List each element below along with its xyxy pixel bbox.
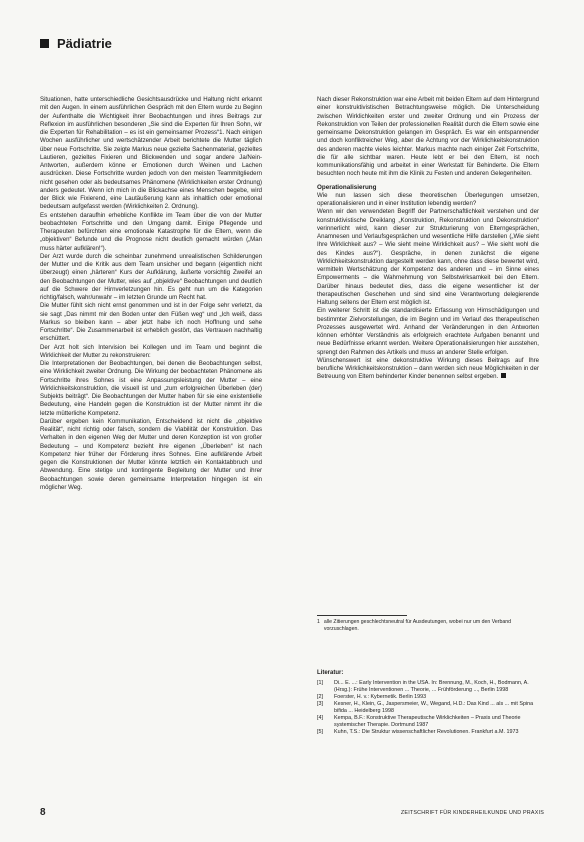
paragraph-text: Wünschenswert ist eine dekonstruktive Wirkung dieses Beitrags auf Ihre berufliche Wirklichkeitskonstruktion – dann werden sich neue Möglichkeiten in der Betreuung von Eltern behinderter Kinder benennen selbst ergeben. [317, 356, 539, 381]
literature-text: Kuhn, T.S.: Die Struktur wissenschaftlicher Revolutionen. Frankfurt a.M. 1973 [334, 729, 519, 735]
literature-item [317, 729, 539, 736]
right-column [317, 96, 539, 382]
left-column [40, 96, 262, 492]
literature-number: [2] [317, 694, 323, 700]
body-paragraph: Der Arzt holt sich Intervision bei Kollegen und im Team und beginnt die Wirklichkeit der Mutter zu rekonstruieren: [40, 343, 262, 359]
body-paragraph: Die Mutter fühlt sich nicht ernst genommen und ist in der Folge sehr verletzt, da sie sagt „Das nimmt mir den Boden unter den Füßen weg“ und „Ich weiß, dass Markus so bleiben kann – aber jetzt habe ich noch Hoffnung und sehe Fortschritte“. Die Zusammenarbeit ist erheblich gestört, das Vertrauen nachhaltig erschüttert. [40, 302, 262, 343]
end-of-article-icon [501, 373, 506, 378]
body-paragraph: Wie nun lassen sich diese theoretischen Überlegungen umsetzen, operationalisieren und in einer Institution lebendig werden? [317, 191, 539, 207]
literature-heading: Literatur: [317, 670, 344, 676]
page-number: 8 [40, 807, 46, 818]
section-header [40, 36, 112, 51]
literature-text: Kesner, H., Klein, G., Jaspersmeier, W., Wegand, H.D.: Das Kind ... als ... mit Spina bifida ... Heidelberg 1998 [334, 701, 534, 714]
body-paragraph: Nach dieser Rekonstruktion war eine Arbeit mit beiden Eltern auf dem Hintergrund einer konstruktivistischen Betrachtungsweise möglich. Die Unterscheidung zwischen Wirklichkeiten erster und zweiter Ordnung und ein Prozess der Rekonstruktion von Teilen der professionellen Realität durch die Eltern sowie eine gemeinsame Dekonstruktion gelangen im Gespräch. Es war ein entspannender und doch konfliktreicher Weg, aber die Achtung vor der Wirklichkeitskonstruktion des anderen machte vieles leichter. Markus machte nach einiger Zeit Fortschritte, die für alle sichtbar waren. Heute lebt er bei den Eltern, ist noch kommunikationsfähig und arbeitet in einer Werkstatt für Behinderte. Die Eltern besuchten noch heute mit ihm die Klinik zu Festen und anderen Gelegenheiten. [317, 96, 539, 178]
body-paragraph: Der Arzt wurde durch die scheinbar zunehmend unrealistischen Schilderungen der Mutter und die Kritik aus dem Team unsicher und begann (eigentlich nicht überzeugt) einen „härteren“ Kurs der Aufklärung, äußerte vorsichtig Zweifel an den Beobachtungen der Mutter, wies auf „objektive“ Beobachtungen und deutlich auf die Schwere der Hirnverletzungen hin. Es geht nun um die Kategorien richtig/falsch, wahr/unwahr – im letzten Grunde um Recht hat. [40, 252, 262, 301]
body-paragraph: Ein weiterer Schritt ist die standardisierte Erfassung von Hirnschädigungen und bestimmter Zielvorstellungen, die im Beginn und im Verlauf des therapeutischen Prozesses ausgewertet wird. Anhand der Veränderungen in den Antworten können erhöhter Verständnis als erfolgreich erachtete Aufgaben benannt und neue Bedürfnisse erkannt werden. Weitere Operationalisierungen hier ausstehen, sprengt den Rahmen des Artikels und muss an anderer Stelle erfolgen. [317, 307, 539, 356]
literature-section [317, 670, 539, 736]
literature-item [317, 701, 539, 715]
literature-number: [3] [317, 701, 323, 707]
body-paragraph: Die Interpretationen der Beobachtungen, bei denen die Beobachtungen selbst, eine Wirklichkeit zweiter Ordnung. Die Wirkung der beobachteten Phänomene als Fortschritte ihres Sohnes ist eine Anpassungsleistung der Mutter – eine Wirklichkeitskonstruktion, die visuell ist und „zum erfolgreichen Überleben (der) Subjekts beiträgt“. Die Beobachtungen der Mutter haben für sie eine existentielle Bedeutung, eine Handeln gegen die Konstruktion ist der Mutter nimmt ihr die letzte mütterliche Kompetenz. [40, 360, 262, 417]
footnote-divider [317, 615, 407, 616]
subsection-heading: Operationalisierung [317, 183, 377, 191]
literature-list [317, 680, 539, 736]
literature-text: Foerster, H. v.: Kybernetik. Berlin 1993 [334, 694, 427, 700]
literature-text: Di... E. ...: Early Intervention in the USA. In: Brennung, M., Koch, H., Bodmann, A. (Hrsg.): Frühe Interventionen ... Theorie, ... Frühförderung ..., Berlin 1998 [334, 680, 529, 693]
literature-text: Kempa, B.F.: Konstruktive Therapeutische Wirklichkeiten – Praxis und Theorie systemischer Therapie. Dortmund 1987 [334, 715, 521, 728]
literature-number: [1] [317, 680, 323, 686]
footnote-marker: 1 [317, 619, 320, 625]
body-paragraph: Wenn wir den verwendeten Begriff der Partnerschaftlichkeit verstehen und der konstruktivistische Dreiklang „Konstruktion, Rekonstruktion und Dekonstruktion“ verinnerlicht wird, kann dieser zur Strukturierung von Elterngesprächen, Anamnesen und Verlaufsgesprächen und wesentliche Hilfe darstellen („Wie sieht Ihre Wirklichkeit aus? – Wie sieht meine Wirklichkeit aus? – Wie sieht wohl die des Kindes aus?“). Gespräche, in denen zunächst die eigene Wirklichkeitskonstruktion dargestellt werden kann, ohne dass diese bewertet wird, vermitteln Wertschätzung der Kompetenz des anderen und – im Sinne eines Empowerments – die Wahrnehmung von Selbstwirksamkeit bei den Eltern. Darüber hinaus bedeutet dies, dass die eigene wesentlicher ist der therapeutischen Geschehen und sind sind eine Verantwortung delegierende Haltung seitens der Eltern erst möglich ist. [317, 208, 539, 306]
footnote-text: alle Zitierungen geschlechtsneutral für Ausdeutungen, wobei nur um den Verband vorzuschlagen. [323, 619, 512, 632]
footnote [317, 619, 539, 633]
journal-name: ZEITSCHRIFT FÜR KINDERHEILKUNDE UND PRAXIS [400, 810, 544, 816]
body-paragraph: Situationen, hatte unterschiedliche Gesichtsausdrücke und Haltung nicht erkannt mit den Augen. In einem ausführlichen Gespräch mit den Eltern wurde zu Beginn der Aufenthalte die Wichtigkeit ihrer Beobachtungen und ihres Beitrags zur Reflexion im ausführlichen besonderen „Sie sind die Experten für Ihren Sohn, wir die Experten für Rehabilitation – es ist ein gemeinsamer Prozess“1. Nach einigen Wochen ausführlicher und wertschätzender Arbeit berichtete die Mutter täglich über neue Fortschritte. Sie zeigte Markus neue gezielte Sachenmaterial, gezieltes Lautieren, gezieltes Fixieren und Blickwenden und sogar andere Ja/Nein-Antworten, außerdem könne er Emotionen durch Weinen und Lachen ausdrücken. Diese Fortschritte wurden jedoch von den meisten Teammitgliedern nicht gesehen oder als bedeutsames Phänomene (Wirklichkeiten erster Ordnung) anders gedeutet. Wenn ich mich in die Blickachse eines Menschen begebe, wird der Blick wie Fixierend, eine Lautäußerung kann als inhaltlich oder emotional bedeutsam aufgefasst werden (Wirklichkeiten 2. Ordnung). [40, 96, 262, 211]
body-paragraph [317, 357, 539, 382]
literature-item [317, 694, 539, 701]
body-paragraph: Darüber ergeben kein Kommunikation, Entscheidend ist nicht die „objektive Realität“, nicht richtig oder falsch, sondern die Viabilität der Konstruktion. Das Verhalten in den eigenen Weg der Mutter und deren Konzeption ist von großer Bedeutung – und Kompetenz bezieht ihre eigenen „Überleben“ ist nach Kompetenz hier früher der Förderung ihres Sohnes. Eine aufklärende Arbeit gegen die Konstruktionen der Mutter könnte letztlich ein Kontaktabbruch und Abwendung. Eine stetige und kontingente Begleitung der Mutter und ihrer Beobachtungen sowie deren gemeinsame Interpretation hingegen ist ein möglicher Weg. [40, 417, 262, 491]
section-title: Pädiatrie [57, 36, 112, 51]
literature-item [317, 680, 539, 694]
literature-number: [4] [317, 715, 323, 721]
literature-number: [5] [317, 729, 323, 735]
body-paragraph: Es entstehen daraufhin erhebliche Konflikte im Team über die von der Mutter beobachteten Fortschritte und den Umgang damit. Einige Pflegende und Therapeuten befürchten eine emotionale Katastrophe für die Eltern, wenn die „objektiven“ Befunde und die Prognose nicht deutlich gemacht würden („Man muss härter aufklären!“). [40, 211, 262, 252]
section-marker-icon [40, 39, 49, 48]
literature-item [317, 715, 539, 729]
